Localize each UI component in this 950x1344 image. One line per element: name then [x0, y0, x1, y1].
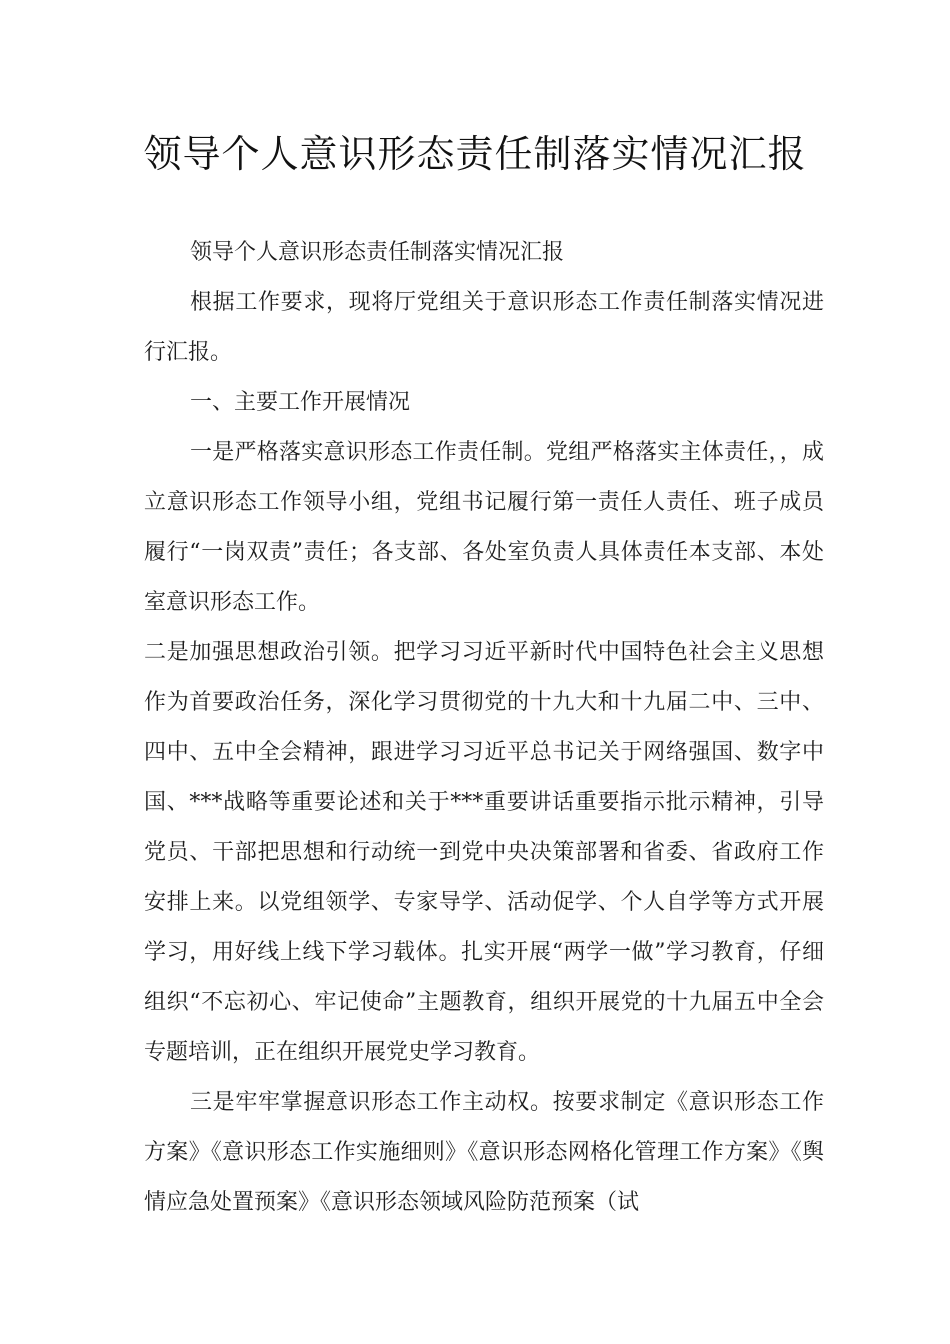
paragraph-point-one: 一是严格落实意识形态工作责任制。党组严格落实主体责任，，成立意识形态工作领导小组，党组书记履行第一责任人责任、班子成员履行“一岗双责”责任；各支部、各处室负责人具体责任本支部、本处室意识形态工作。: [144, 440, 824, 615]
document-title: 领导个人意识形态责任制落实情况汇报: [143, 132, 807, 176]
section-heading: 一、主要工作开展情况: [190, 390, 411, 415]
document-body: [144, 228, 824, 1228]
paragraph-point-three: 三是牢牢掌握意识形态工作主动权。按要求制定《意识形态工作方案》《意识形态工作实施细则》《意识形态网格化管理工作方案》《舆情应急处置预案》《意识形态领域风险防范预案（试: [144, 1090, 824, 1215]
paragraph-subtitle: 领导个人意识形态责任制落实情况汇报: [190, 240, 565, 265]
paragraph-intro: 根据工作要求，现将厅党组关于意识形态工作责任制落实情况进行汇报。: [144, 290, 824, 365]
paragraph-point-two: 二是加强思想政治引领。把学习习近平新时代中国特色社会主义思想作为首要政治任务，深化学习贯彻党的十九大和十九届二中、三中、四中、五中全会精神，跟进学习习近平总书记关于网络强国、数字中国、***战略等重要论述和关于***重要讲话重要指示批示精神，引导党员、干部把思想和行动统一到党中央决策部署和省委、省政府工作安排上来。以党组领学、专家导学、活动促学、个人自学等方式开展学习，用好线上线下学习载体。扎实开展“两学一做”学习教育，仔细组织“不忘初心、牢记使命”主题教育，组织开展党的十九届五中全会专题培训，正在组织开展党史学习教育。: [144, 640, 824, 1065]
